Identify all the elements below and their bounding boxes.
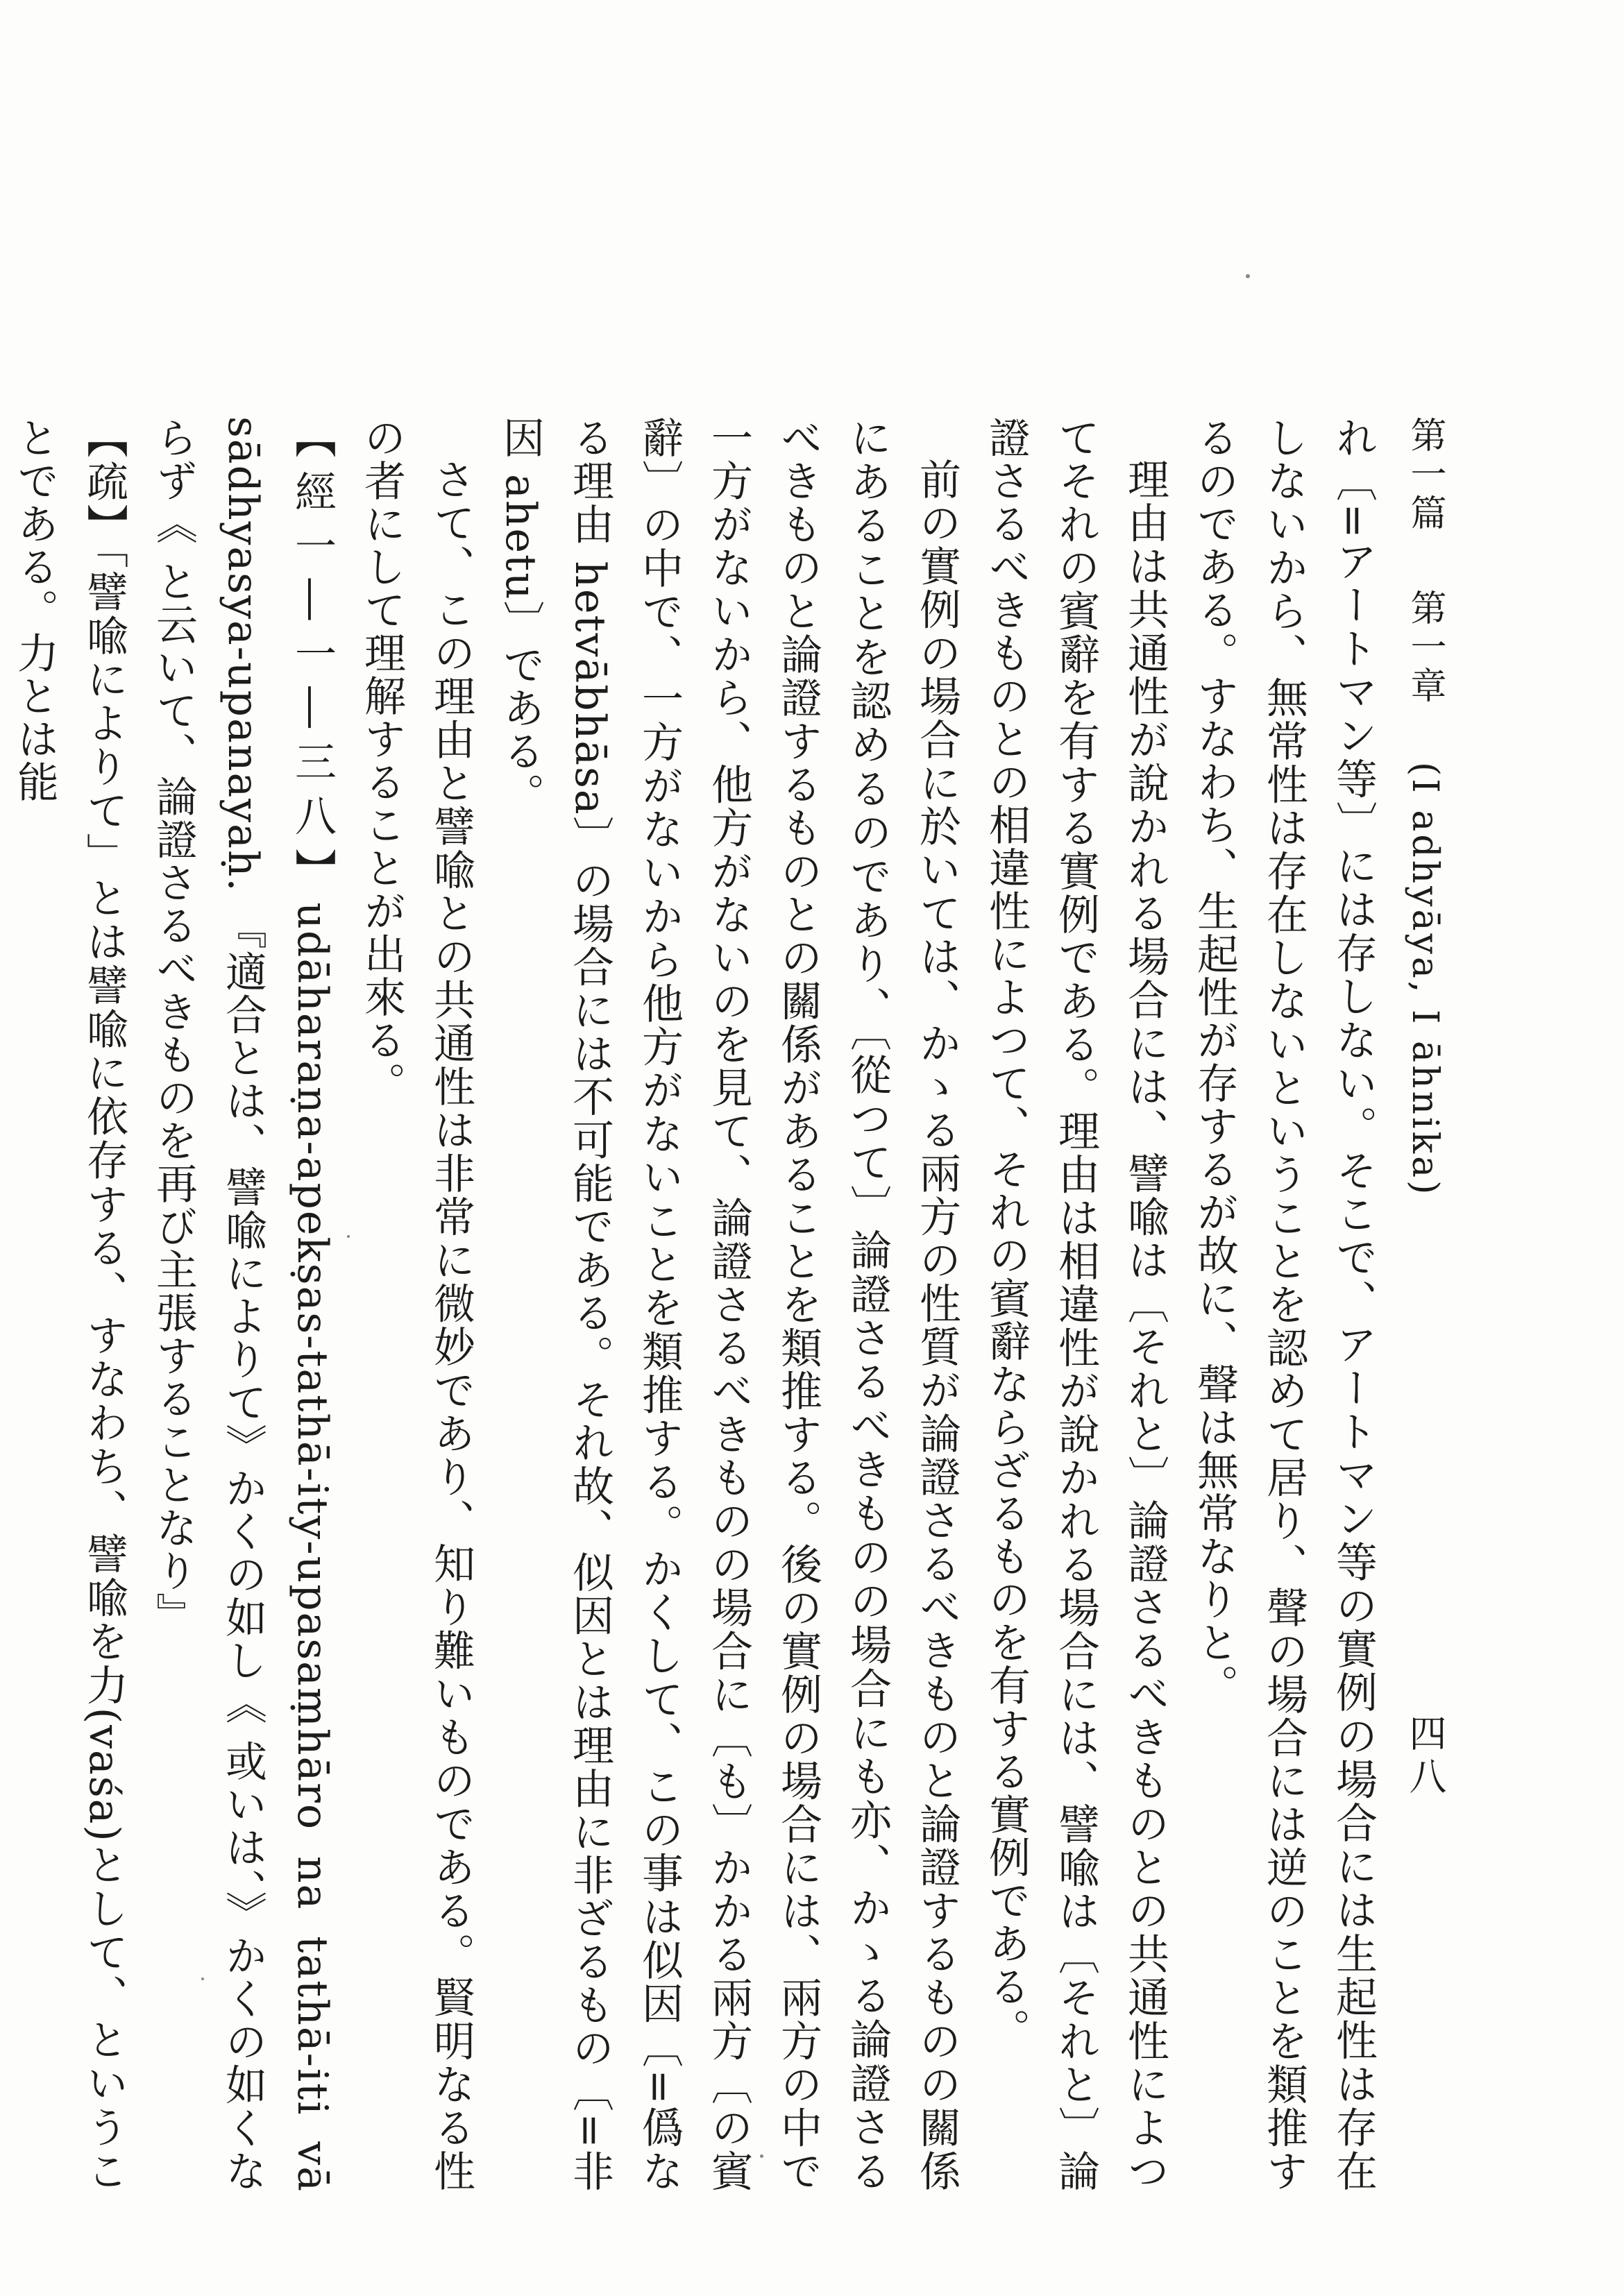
scan-speck [760, 2154, 763, 2158]
paragraph: 前の實例の場合に於いては、かゝる兩方の性質が論證さるべきものと論證するものの關係にあることを認めるのであり、〔從つて〕論證さるべきものの場合にも亦、かゝる論證さるべきものと論證するものとの關係があることを類推する。後の實例の場合には、兩方の中で一方がないから、他方がないのを見て、論證さるべきものの場合に〔も〕かかる兩方〔の賓辭〕の中で、一方がないから他方がないことを類推する。かくして、この事は似因〔=僞なる理由 hetvābhāsa〕の場合には不可能である。それ故、似因とは理由に非ざるもの〔=非因 ahetu〕である。 [496, 416, 961, 2193]
page-number: 四八 [1403, 1714, 1447, 1800]
running-head [1401, 416, 1449, 1499]
paragraph: 理由は共通性が說かれる場合には、譬喩は〔それと〕論證さるべきものとの共通性によつてそれの賓辭を有する實例である。理由は相違性が說かれる場合には、譬喩は〔それと〕論證さるべきものとの相違性によつて、それの賓辭ならざるものを有する實例である。 [982, 416, 1169, 2193]
sutra-paragraph: 【經一―一―三八】udāharaṇa-apekṣas-tathā-ity-upasaṃhāro na tathā-iti vā sādhyasya-upanayaḥ. 『適合とは、譬喩によりて》かくの如し《 或いは、》かくの如くならず《 と云いて、論證さるべきものを再び主張することなり』 [149, 416, 337, 2193]
body-text [10, 416, 1388, 2193]
scan-speck [1246, 274, 1250, 278]
scan-speck [347, 1235, 350, 1238]
running-head-chapter: 第一章 [1404, 589, 1446, 706]
running-head-section: (I adhyāya, I āhnika) [1404, 762, 1446, 1198]
paragraph: れ〔=アートマン等〕には存しない。そこで、アートマン等の實例の場合には生起性は存在しないから、無常性は存在しないということを認めて居り、聲の場合には逆のことを類推するのである。すなわち、生起性が存するが故に、聲は無常なりと。 [1190, 416, 1378, 2193]
running-head-part: 第一篇 [1404, 416, 1446, 533]
commentary-paragraph: 【疏】「譬喩によりて」とは譬喩に依存する、すなわち、譬喩を力(vaśa)として、ということである。力とは能 [10, 416, 128, 2193]
scan-speck [201, 1978, 204, 1980]
paragraph: さて、この理由と譬喩との共通性は非常に微妙であり、知り難いものである。賢明なる性の者にして理解することが出來る。 [357, 416, 475, 2193]
